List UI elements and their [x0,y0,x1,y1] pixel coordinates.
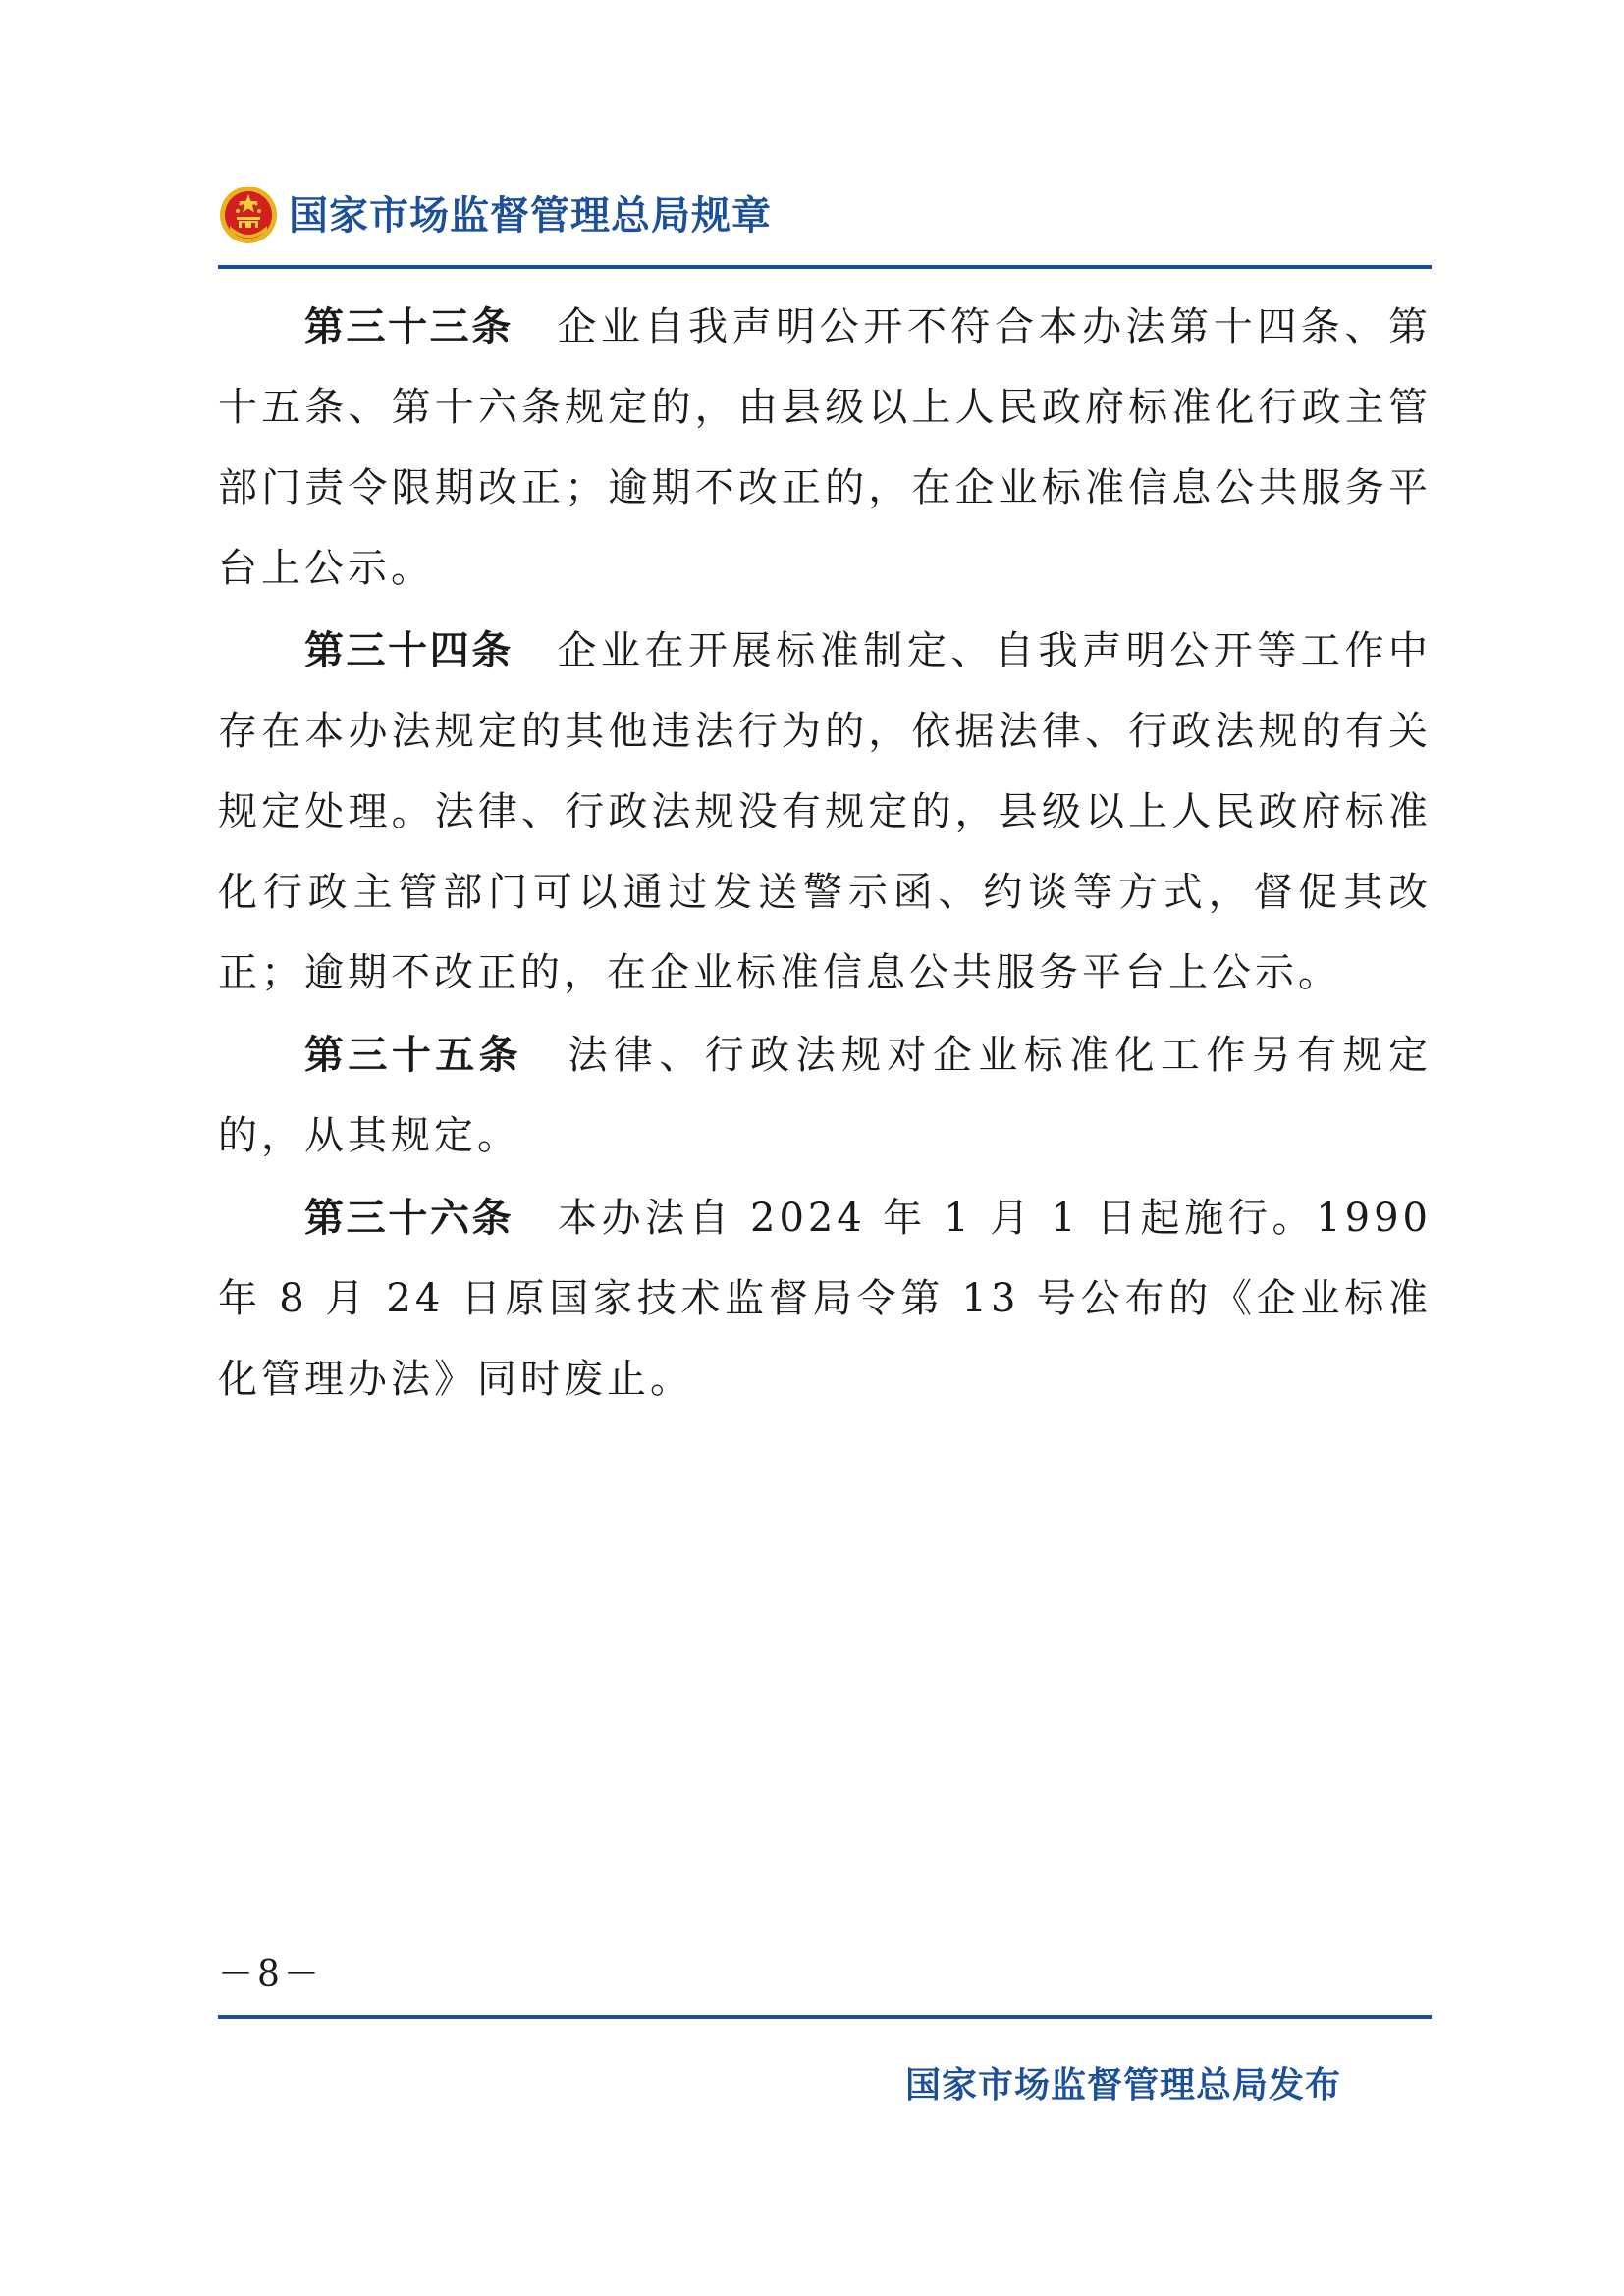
footer-divider [218,2015,1432,2019]
article-35 [218,1015,1432,1176]
article-text: 本办法自 2024 年 1 月 1 日起施行。1990 年 8 月 24 日原国家技术监督局令第 13 号公布的《企业标准化管理办法》同时废止。 [218,1196,1433,1402]
article-number: 第三十三条 [304,304,514,349]
article-34 [218,611,1432,1013]
article-text: 法律、行政法规对企业标准化工作另有规定的，从其规定。 [218,1033,1433,1158]
article-33 [218,287,1432,609]
article-number: 第三十五条 [304,1033,523,1078]
article-36 [218,1178,1432,1419]
page-number: －8－ [218,1954,323,1995]
article-text: 企业在开展标准制定、自我声明公开等工作中存在本办法规定的其他违法行为的，依据法律、行政法规的有关规定处理。法律、行政法规没有规定的，县级以上人民政府标准化行政主管部门可以通过发送警示函、约谈等方式，督促其改正；逾期不改正的，在企业标准信息公共服务平台上公示。 [218,628,1433,995]
article-number: 第三十六条 [304,1196,514,1241]
national-emblem-icon [218,185,279,245]
article-text: 企业自我声明公开不符合本办法第十四条、第十五条、第十六条规定的，由县级以上人民政府标准化行政主管部门责令限期改正；逾期不改正的，在企业标准信息公共服务平台上公示。 [218,304,1433,591]
header-divider [218,265,1432,269]
article-number: 第三十四条 [304,628,514,673]
header-title: 国家市场监督管理总局规章 [289,193,772,239]
footer-publisher: 国家市场监督管理总局发布 [905,2065,1342,2106]
document-body [218,287,1432,1421]
page-header [218,185,1432,267]
